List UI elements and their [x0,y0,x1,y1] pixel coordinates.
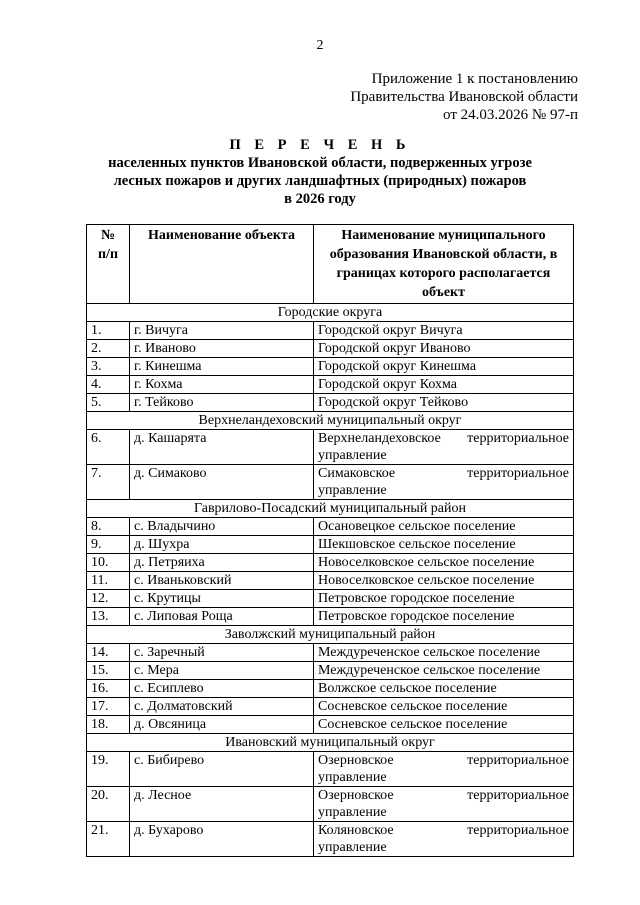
row-object: с. Липовая Роща [130,608,314,626]
title-line-1: населенных пунктов Ивановской области, подверженных угрозе [108,155,532,171]
row-number: 5. [87,394,130,412]
group-header-row [87,626,574,644]
row-object: д. Петряиха [130,554,314,572]
row-number: 7. [87,465,130,500]
row-municipality: Петровское городское поселение [314,608,574,626]
row-object: с. Владычино [130,518,314,536]
table-row [87,662,574,680]
row-municipality: Междуреченское сельское поселение [314,662,574,680]
row-object: с. Иваньковский [130,572,314,590]
row-municipality: Волжское сельское поселение [314,680,574,698]
table-body [87,304,574,857]
row-number: 4. [87,376,130,394]
row-object: д. Овсяница [130,716,314,734]
row-municipality: Симаковское территориальное управление [314,465,574,500]
row-number: 6. [87,430,130,465]
row-municipality: Осановецкое сельское поселение [314,518,574,536]
group-header-row [87,734,574,752]
row-number: 8. [87,518,130,536]
row-municipality: Городской округ Кохма [314,376,574,394]
group-name: Заволжский муниципальный район [87,626,574,644]
table-row [87,590,574,608]
row-object: г. Тейково [130,394,314,412]
table-row [87,376,574,394]
row-object: с. Заречный [130,644,314,662]
table-row [87,608,574,626]
row-object: с. Мера [130,662,314,680]
row-number: 1. [87,322,130,340]
row-object: д. Лесное [130,787,314,822]
row-object: д. Бухарово [130,822,314,857]
group-name: Верхнеландеховский муниципальный округ [87,412,574,430]
row-municipality: Озерновское территориальное управление [314,787,574,822]
row-object: с. Есиплево [130,680,314,698]
table-row [87,394,574,412]
header-municipality: Наименование муниципального образования Ивановской области, в границах которого располагается объект [314,225,574,304]
row-municipality: Междуреченское сельское поселение [314,644,574,662]
title-line-3: в 2026 году [284,191,356,207]
row-municipality: Петровское городское поселение [314,590,574,608]
table-row [87,358,574,376]
appendix-reference [350,70,578,124]
group-name: Ивановский муниципальный округ [87,734,574,752]
row-municipality: Новоселковское сельское поселение [314,572,574,590]
row-number: 13. [87,608,130,626]
header-object: Наименование объекта [130,225,314,304]
row-object: г. Вичуга [130,322,314,340]
row-municipality: Городской округ Тейково [314,394,574,412]
table-row [87,430,574,465]
row-number: 17. [87,698,130,716]
row-number: 11. [87,572,130,590]
settlements-table [86,224,574,857]
title-heading: П Е Р Е Ч Е Н Ь [229,137,411,153]
table-row [87,518,574,536]
row-number: 14. [87,644,130,662]
table-row [87,340,574,358]
table-row [87,572,574,590]
title-line-2: лесных пожаров и других ландшафтных (природных) пожаров [113,173,527,189]
table-header-row [87,225,574,304]
row-number: 2. [87,340,130,358]
row-municipality: Новоселковское сельское поселение [314,554,574,572]
group-header-row [87,304,574,322]
row-municipality: Городской округ Вичуга [314,322,574,340]
row-municipality: Городской округ Иваново [314,340,574,358]
row-object: г. Иваново [130,340,314,358]
row-number: 9. [87,536,130,554]
table-row [87,698,574,716]
document-title [0,136,640,208]
table-row [87,465,574,500]
row-number: 10. [87,554,130,572]
group-name: Городские округа [87,304,574,322]
row-object: д. Симаково [130,465,314,500]
appendix-line-2: Правительства Ивановской области [350,89,578,105]
table-row [87,787,574,822]
table-row [87,554,574,572]
row-number: 20. [87,787,130,822]
table-row [87,716,574,734]
page-number: 2 [316,38,324,53]
row-object: с. Бибирево [130,752,314,787]
row-object: д. Шухра [130,536,314,554]
row-municipality: Сосневское сельское поселение [314,698,574,716]
row-number: 3. [87,358,130,376]
table-row [87,536,574,554]
group-header-row [87,500,574,518]
header-number-line-1: № [100,228,116,243]
header-number-line-2: п/п [97,247,119,262]
table-row [87,644,574,662]
row-municipality: Городской округ Кинешма [314,358,574,376]
row-municipality: Верхнеландеховское территориальное управление [314,430,574,465]
table-row [87,322,574,340]
group-name: Гаврилово-Посадский муниципальный район [87,500,574,518]
row-object: с. Крутицы [130,590,314,608]
row-number: 12. [87,590,130,608]
row-number: 16. [87,680,130,698]
row-object: с. Долматовский [130,698,314,716]
group-header-row [87,412,574,430]
row-municipality: Шекшовское сельское поселение [314,536,574,554]
table-row [87,752,574,787]
appendix-line-1: Приложение 1 к постановлению [371,71,578,87]
row-object: г. Кохма [130,376,314,394]
row-number: 15. [87,662,130,680]
appendix-line-3: от 24.03.2026 № 97-п [443,107,578,123]
row-number: 19. [87,752,130,787]
header-number [87,225,130,304]
row-municipality: Сосневское сельское поселение [314,716,574,734]
row-municipality: Коляновское территориальное управление [314,822,574,857]
table-row [87,822,574,857]
row-number: 18. [87,716,130,734]
row-object: д. Кашарята [130,430,314,465]
row-object: г. Кинешма [130,358,314,376]
row-number: 21. [87,822,130,857]
row-municipality: Озерновское территориальное управление [314,752,574,787]
table-row [87,680,574,698]
